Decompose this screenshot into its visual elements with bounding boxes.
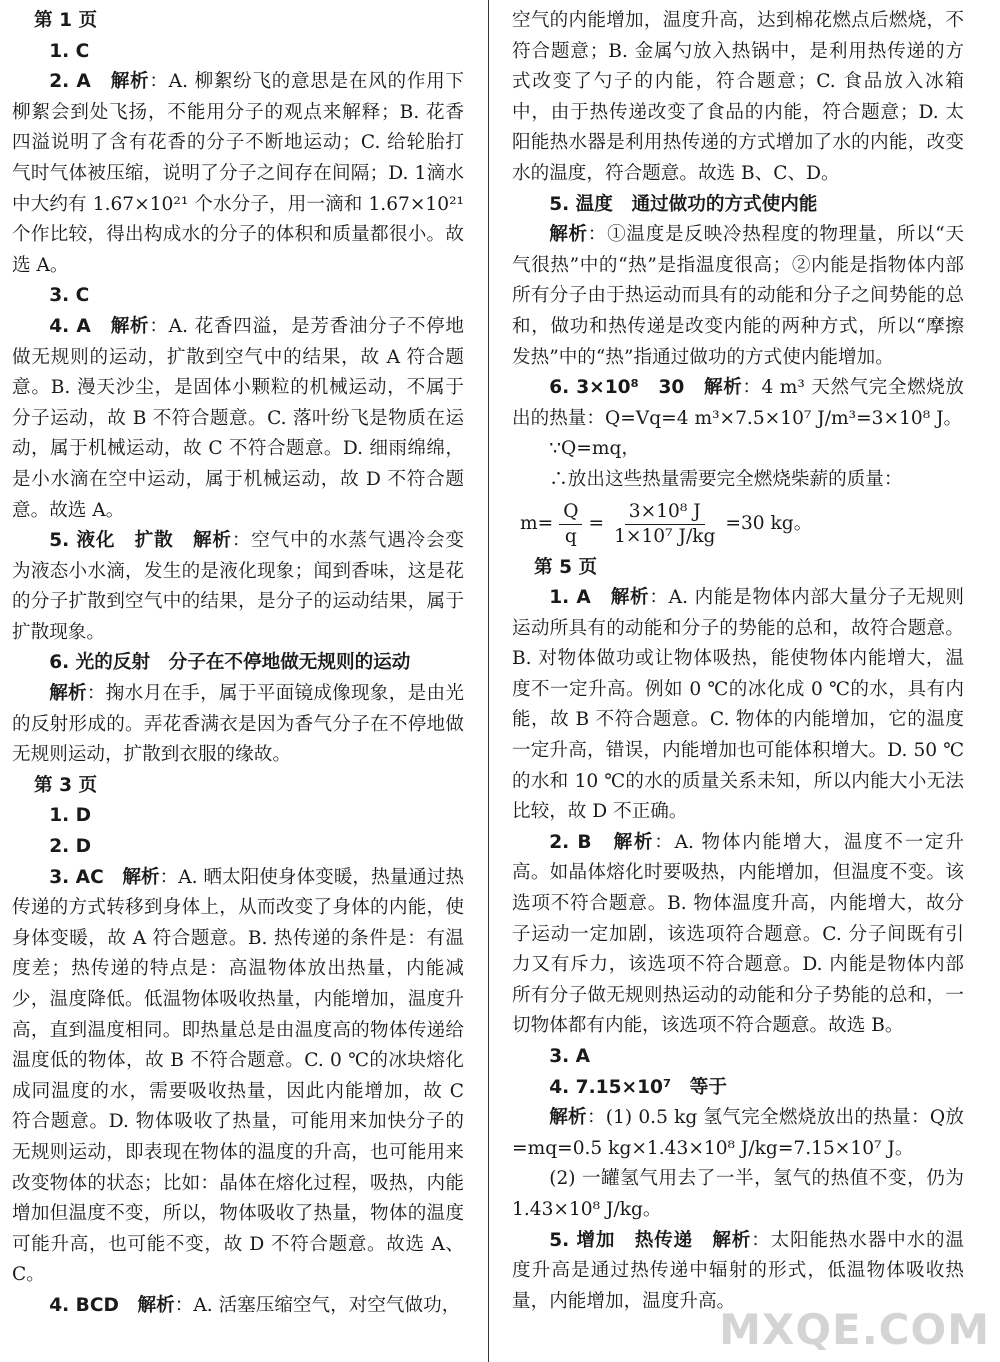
analysis-label: 解析 xyxy=(549,1107,587,1129)
answer-4-number: 4. A xyxy=(49,315,91,337)
analysis-label: 解析 xyxy=(122,866,160,888)
analysis-label: 解析 xyxy=(613,831,655,853)
page-1-heading: 第 1 页 xyxy=(34,10,98,31)
p5-answer-4-part2: (2) 一罐氢气用去了一半，氢气的热值不变，仍为 1.43×10⁸ J/kg。 xyxy=(512,1168,964,1220)
answer-6-right-text: ：4 m³ 天然气完全燃烧放出的热量：Q=Vq=4 m³×7.5×10⁷ J/m³=3×10⁸ J。 xyxy=(512,377,964,429)
column-divider xyxy=(488,0,489,1362)
since-line: ∵Q=mq， xyxy=(549,438,640,460)
answer-5-text: ：空气中的水蒸气遇冷会变为液态小水滴，发生的是液化现象；闻到香味，这是花的分子扩散到空气中的结果，是分子的运动结果，属于扩散现象。 xyxy=(12,530,464,643)
answer-2-number: 2. A xyxy=(49,71,91,93)
fraction-values xyxy=(610,500,719,549)
answer-5-right-text: ：①温度是反映冷热程度的物理量，所以“天气很热”中的“热”是指温度很高；②内能是指物体内部所有分子由于热运动而具有的动能和分子之间势能的总和，做功和热传递是改变内能的两种方式，所以“摩擦发热”中的“热”指通过做功的方式使内能增加。 xyxy=(512,224,964,368)
answer-6-text: ：掬水月在手，属于平面镜成像现象，是由光的反射形成的。弄花香满衣是因为香气分子在不停地做无规则运动，扩散到衣服的缘故。 xyxy=(12,683,464,766)
fraction-q xyxy=(559,500,582,549)
p5-answer-1 xyxy=(512,583,964,828)
answer-6 xyxy=(12,679,464,771)
p5-answer-5-text: ：太阳能热水器中水的温度升高是通过热传递中辐射的形式，低温物体吸收热量，内能增加，温度升高。 xyxy=(512,1229,964,1312)
analysis-label: 解析 xyxy=(192,530,232,552)
fraction-values-denominator: 1×10⁷ J/kg xyxy=(614,525,716,547)
p3-answer-4-number: 4. BCD xyxy=(49,1294,119,1316)
formula-equals: = xyxy=(588,512,605,534)
page-5-heading: 第 5 页 xyxy=(534,556,598,578)
answer-4-text: ：A. 花香四溢，是芳香油分子不停地做无规则的运动，扩散到空气中的结果，故 A 符合题意。B. 漫天沙尘，是固体小颗粒的机械运动，不属于分子运动，故 B 不符合题意。C. 落叶纷飞是物质在运动，属于机械运动，故 C 不符合题意。D. 细雨绵绵，是小水滴在空中运动，属于机械运动，故 D 不符合题意。故选 A。 xyxy=(12,315,464,521)
p5-answer-5 xyxy=(512,1226,964,1318)
fraction-q-numerator: Q xyxy=(559,500,582,525)
p5-answer-4-text1: ：(1) 0.5 kg 氢气完全燃烧放出的热量：Q放=mq=0.5 kg×1.43×10⁸ J/kg=7.15×10⁷ J。 xyxy=(512,1107,964,1159)
p5-answer-4-number: 4. 7.15×10⁷ 等于 xyxy=(549,1076,727,1098)
answer-6-right xyxy=(512,373,964,434)
fraction-q-denominator: q xyxy=(564,525,577,547)
right-column xyxy=(512,6,964,1317)
left-column xyxy=(12,6,464,1322)
answer-5-number-right: 5. 温度 通过做功的方式使内能 xyxy=(549,193,818,215)
p3-answer-3-number: 3. AC xyxy=(49,866,104,888)
analysis-label: 解析 xyxy=(704,377,743,399)
answer-6-right-number: 6. 3×10⁸ 30 xyxy=(549,377,685,399)
p5-answer-4 xyxy=(512,1103,964,1164)
p5-answer-3: 3. A xyxy=(549,1046,591,1067)
p5-answer-2 xyxy=(512,828,964,1042)
analysis-label: 解析 xyxy=(110,315,150,337)
p3-answer-3 xyxy=(12,863,464,1291)
answer-2 xyxy=(12,67,464,281)
p5-answer-1-text: ：A. 内能是物体内部大量分子无规则运动所具有的动能和分子的势能的总和，故符合题意。B. 对物体做功或让物体吸热，能使物体内能增大，温度不一定升高。例如 0 ℃的冰化成 0 ℃的水，具有内能，故 B 不符合题意。C. 物体的内能增加，它的温度一定升高，错误，内能增加也可能体积增大。D. 50 ℃的水和 10 ℃的水的质量关系未知，所以内能大小无法比较，故 D 不正确。 xyxy=(512,587,964,823)
answer-6-number: 6. 光的反射 分子在不停地做无规则的运动 xyxy=(49,652,411,674)
analysis-label: 解析 xyxy=(110,71,150,93)
p5-answer-1-number: 1. A xyxy=(549,587,591,609)
fraction-values-numerator: 3×10⁸ J xyxy=(625,500,705,525)
analysis-label: 解析 xyxy=(49,683,87,705)
continued-text: 空气的内能增加，温度升高，达到棉花燃点后燃烧，不符合题意；B. 金属勺放入热锅中，是利用热传递的方式改变了勺子的内能，符合题意；C. 食品放入冰箱中，由于热传递改变了食品的内能，符合题意；D. 太阳能热水器是利用热传递的方式增加了水的内能，改变水的温度，符合题意。故选 B、C、D。 xyxy=(512,10,964,184)
therefore-line: ∴放出这些热量需要完全燃烧柴薪的质量： xyxy=(549,468,903,490)
page-3-heading: 第 3 页 xyxy=(34,774,98,796)
answer-3: 3. C xyxy=(49,285,90,307)
p5-answer-5-number: 5. 增加 热传递 xyxy=(549,1229,693,1251)
answer-5-right xyxy=(512,220,964,373)
p3-answer-3-text: ：A. 晒太阳使身体变暖，热量通过热传递的方式转移到身体上，从而改变了身体的内能，使身体变暖，故 A 符合题意。B. 热传递的条件是：有温度差；热传递的特点是：高温物体放出热量，内能减少，温度降低。低温物体吸收热量，内能增加，温度升高，直到温度相同。即热量总是由温度高的物体传递给温度低的物体，故 B 不符合题意。C. 0 ℃的冰块熔化成同温度的水，需要吸收热量，因此内能增加，故 C 符合题意。D. 物体吸收了热量，可能用来加快分子的无规则运动，即表现在物体的温度的升高，也可能用来改变物体的状态；比如：晶体在熔化过程，吸热，内能增加但温度不变，所以，物体吸收了热量，物体的温度可能升高，也可能不变，故 D 不符合题意。故选 A、C。 xyxy=(12,866,464,1286)
p3-answer-1: 1. D xyxy=(49,805,92,827)
formula-m: m= xyxy=(520,512,554,534)
answer-1: 1. C xyxy=(49,40,90,62)
p3-answer-4 xyxy=(12,1291,464,1322)
mass-formula xyxy=(512,500,964,549)
analysis-label: 解析 xyxy=(137,1294,175,1316)
formula-result: =30 kg。 xyxy=(725,512,813,534)
p3-answer-4-text: ：A. 活塞压缩空气，对空气做功， xyxy=(174,1294,461,1316)
answer-5-number: 5. 液化 扩散 xyxy=(49,530,174,552)
p5-answer-2-text: ：A. 物体内能增大，温度不一定升高。如晶体熔化时要吸热，内能增加，但温度不变。该选项不符合题意。B. 物体温度升高，内能增大，故分子运动一定加剧，该选项符合题意。C. 分子间既有引力又有斥力，该选项不符合题意。D. 内能是物体内部所有分子做无规则热运动的动能和分子势能的总和，一切物体都有内能，该选项不符合题意。故选 B。 xyxy=(512,831,964,1037)
p5-answer-2-number: 2. B xyxy=(549,831,592,853)
p3-answer-2: 2. D xyxy=(49,836,92,858)
analysis-label: 解析 xyxy=(712,1229,752,1251)
answer-5 xyxy=(12,526,464,648)
watermark-logo: MXQE.COM xyxy=(719,1305,990,1354)
answer-2-text: ：A. 柳絮纷飞的意思是在风的作用下柳絮会到处飞扬，不能用分子的观点来解释；B. 花香四溢说明了含有花香的分子不断地运动；C. 给轮胎打气时气体被压缩，说明了分子之间存在间隔；D. 1滴水中大约有 1.67×10²¹ 个水分子，用一滴和 1.67×10²¹ 个作比较，得出构成水的分子的体积和质量都很小。故选 A。 xyxy=(12,71,464,276)
analysis-label: 解析 xyxy=(549,224,588,246)
answer-4 xyxy=(12,312,464,526)
analysis-label: 解析 xyxy=(610,587,650,609)
